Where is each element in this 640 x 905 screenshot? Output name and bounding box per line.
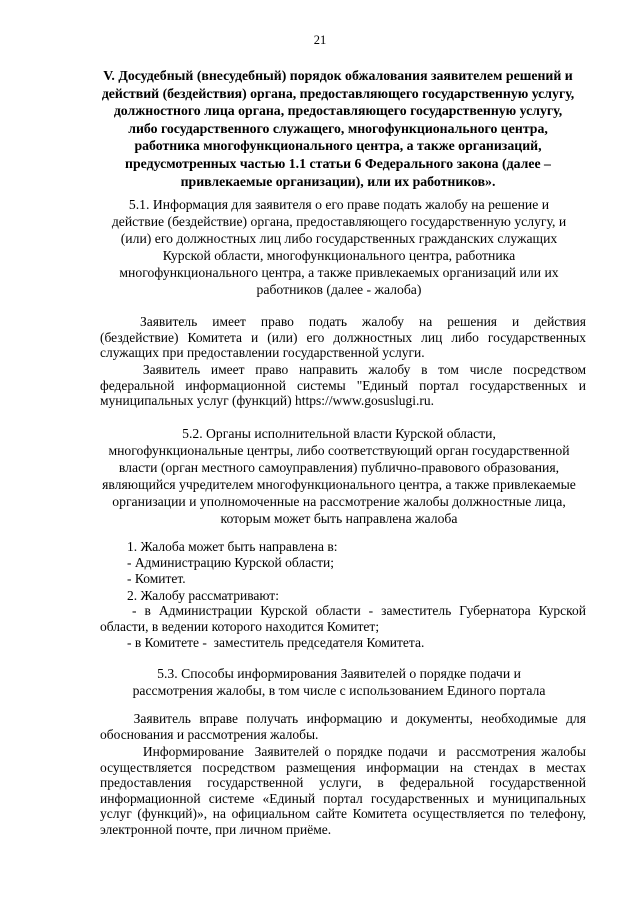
text-line: федеральной информационной системы "Единый портал государственных и <box>100 377 586 393</box>
paragraph-federal-portal <box>100 362 586 409</box>
text-line: - в Комитете - заместитель председателя Комитета. <box>100 635 425 650</box>
heading-line: рассмотрения жалобы, в том числе с использованием Единого портала <box>132 683 546 698</box>
text-line: обоснования и рассмотрения жалобы. <box>100 726 319 742</box>
heading-line: 5.1. Информация для заявителя о его праве подать жалобу на решение и <box>128 197 550 212</box>
list-item: - Администрацию Курской области; <box>100 555 334 571</box>
list-item: - Комитет. <box>100 571 186 587</box>
text-line: информационной системе «Единый портал государственных и муниципальных <box>100 790 586 806</box>
text-line: - в Администрации Курской области - заместитель Губернатора Курской <box>100 603 586 618</box>
heading-line: организации и уполномоченные на рассмотрение жалобы должностные лица, <box>112 494 566 509</box>
section-title <box>92 67 584 190</box>
text-line: муниципальных услуг (функций) https://www.gosuslugi.ru. <box>100 393 434 408</box>
title-line: предусмотренных частью 1.1 статьи 6 Федерального закона (далее – <box>125 155 551 171</box>
heading-line: власти (орган местного самоуправления) публично-правового образования, <box>118 460 560 475</box>
list-item: 2. Жалобу рассматривают: <box>100 587 279 603</box>
title-line: действий (бездействия) органа, предоставляющего государственную услугу, <box>101 85 575 101</box>
heading-line: являющийся учредителем многофункционального центра, а также привлекаемые <box>102 477 576 492</box>
heading-line: работников (далее - жалоба) <box>256 282 422 297</box>
heading-line: которым может быть направлена жалоба <box>220 511 458 526</box>
text-line: Заявитель имеет право подать жалобу на решения и действия <box>100 314 586 329</box>
heading-line: 5.3. Способы информирования Заявителей о порядке подачи и <box>157 666 521 681</box>
paragraph-right-to-information <box>100 711 586 742</box>
text-line: услуг (функций)», на официальном сайте Комитета осуществляется по телефону, <box>100 806 586 821</box>
list-item-administration <box>100 603 586 635</box>
heading-line: 5.2. Органы исполнительной власти Курской области, <box>182 426 496 441</box>
heading-line: (или) его должностных лиц либо государственных гражданских служащих <box>120 231 558 246</box>
subsection-5-1-heading <box>92 196 586 298</box>
heading-line: Курской области, многофункционального центра, работника <box>162 248 516 263</box>
text-line: служащих при предоставлении государственной услуги. <box>100 345 425 360</box>
title-line: привлекаемые организации), или их работников». <box>180 173 496 189</box>
title-line: работника многофункционального центра, а также организаций, <box>134 138 542 154</box>
heading-line: действие (бездействие) органа, предоставляющего государственную услугу, и <box>111 214 567 229</box>
text-line: предоставления государственной услуги, в федеральной государственной <box>100 775 586 790</box>
text-line: (бездействие) Комитета и (или) его должностных лиц либо государственных <box>100 329 586 345</box>
text-line: электронной почте, при личном приёме. <box>100 821 332 837</box>
title-line: либо государственного служащего, многофункционального центра, <box>128 120 548 136</box>
paragraph-informing-methods <box>100 744 586 837</box>
heading-line: многофункционального центра, а также привлекаемых организаций или их <box>119 265 559 280</box>
text-line: осуществляется посредством размещения информации на стендах в местах <box>100 759 586 775</box>
title-line: V. Досудебный (внесудебный) порядок обжалования заявителем решений и <box>103 68 573 83</box>
title-line: должностного лица органа, предоставляющего государственную услугу, <box>113 103 563 119</box>
subsection-5-2-heading <box>92 425 586 527</box>
text-line: области, в ведении которого находится Комитет; <box>100 619 380 635</box>
text-line: Заявитель имеет право направить жалобу в том числе посредством <box>100 362 586 377</box>
paragraph-right-to-complain <box>100 314 586 361</box>
page-number: 21 <box>313 33 327 47</box>
list-item-committee <box>100 635 586 651</box>
heading-line: многофункциональные центры, либо соответствующий орган государственной <box>108 443 570 458</box>
subsection-5-3-heading <box>92 665 586 699</box>
complaint-recipients-list <box>100 539 586 604</box>
text-line: Информирование Заявителей о порядке подачи и рассмотрения жалобы <box>100 744 586 759</box>
text-line: Заявитель вправе получать информацию и документы, необходимые для <box>100 711 586 726</box>
list-item: 1. Жалоба может быть направлена в: <box>100 539 338 554</box>
